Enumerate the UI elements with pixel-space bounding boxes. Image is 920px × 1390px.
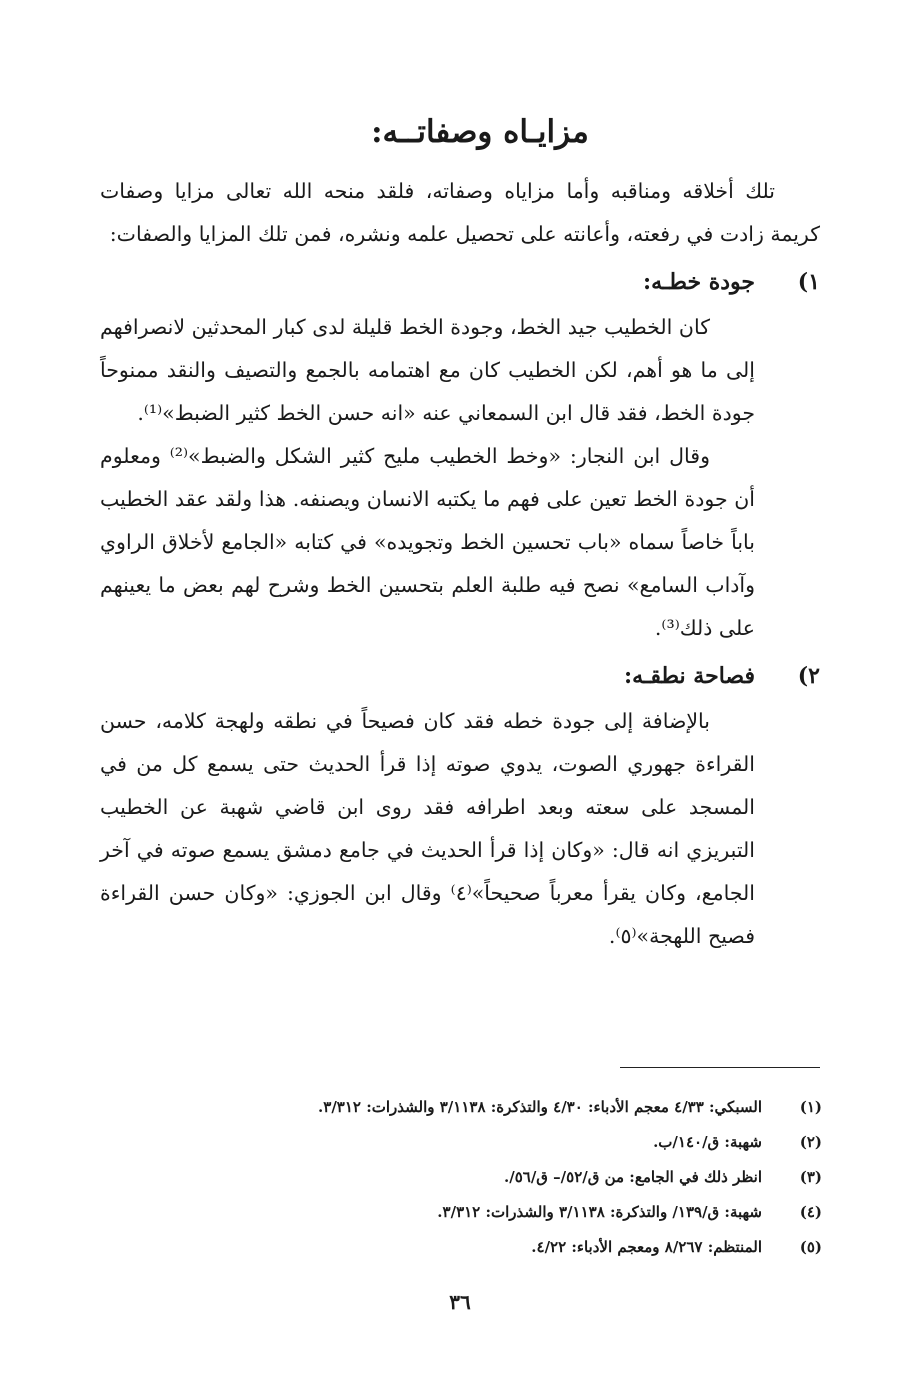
footnote-item [150, 1125, 822, 1160]
footnote-text: السبكي: ٤/٣٣ معجم الأدباء: ٤/٣٠ والتذكرة: ٣/١١٣٨ والشذرات: ٣/٣١٢. [318, 1098, 762, 1116]
footnote-text: شهبة: ق/١٤٠/ب. [653, 1133, 762, 1151]
footnote-number: (٤) [799, 1203, 822, 1221]
body-paragraph: بالإضافة إلى جودة خطه فقد كان فصيحاً في نطقه ولهجة كلامه، حسن القراءة جهوري الصوت، يدوي صوته إذا قرأ الحديث حتى يسمع كل من في المسجد على سعته وبعد اطرافه فقد روى ابن قاضي شهبة عن الخطيب التبريزي انه قال: «وكان إذا قرأ الحديث في جامع دمشق يسمع صوته في آخر الجامع، وكان يقرأ معرباً صحيحاً»⁽٤⁾ وقال ابن الجوزي: «وكان حسن القراءة فصيح اللهجة»⁽٥⁾. [100, 709, 755, 948]
footnote-text: شهبة: ق/١٣٩/ والتذكرة: ٣/١١٣٨ والشذرات: ٣/٣١٢. [437, 1203, 762, 1221]
footnote-divider [620, 1067, 820, 1068]
footnote-text: انظر ذلك في الجامع: من ق/٥٢/– ق/٥٦/. [504, 1168, 762, 1186]
footnote-number: (٢) [799, 1133, 822, 1151]
footnote-item [150, 1195, 822, 1230]
section-heading-text: فصاحة نطقـه: [623, 663, 755, 689]
page-number: ٣٦ [449, 1290, 471, 1314]
section-number: ١) [797, 269, 820, 295]
body-paragraph: كان الخطيب جيد الخط، وجودة الخط قليلة لدى كبار المحدثين لانصرافهم إلى ما هو أهم، لكن الخطيب كان مع اهتمامه بالجمع والتصيف والنقد ممنوحاً جودة الخط، فقد قال ابن السمعاني عنه «انه حسن الخط كثير الضبط»⁽¹⁾. [100, 315, 755, 425]
footnote-item [150, 1160, 822, 1195]
section-heading-2 [100, 654, 820, 698]
footnote-text: المنتظم: ٨/٢٦٧ ومعجم الأدباء: ٤/٢٢. [531, 1238, 762, 1256]
section-title: مزايـاه وصفاتــه: [371, 114, 589, 150]
section-number: ٢) [797, 663, 820, 689]
footnote-item [150, 1230, 822, 1265]
section-heading-text: جودة خطـه: [643, 269, 755, 295]
intro-paragraph: تلك أخلاقه ومناقبه وأما مزاياه وصفاته، فلقد منحه الله تعالى مزايا وصفات كريمة زادت في رفعته، وأعانته على تحصيل علمه ونشره، فمن تلك المزايا والصفات: [100, 179, 820, 246]
page-body [100, 110, 820, 958]
section-heading-1 [100, 260, 820, 304]
footnote-number: (٣) [799, 1168, 822, 1186]
footnote-item [150, 1090, 822, 1125]
footnote-number: (٥) [799, 1238, 822, 1256]
footnotes [150, 1090, 822, 1265]
body-paragraph: وقال ابن النجار: «وخط الخطيب مليح كثير الشكل والضبط»⁽²⁾ ومعلوم أن جودة الخط تعين على فهم ما يكتبه الانسان ويصنفه. هذا ولقد عقد الخطيب باباً خاصاً سماه «باب تحسين الخط وتجويده» في كتابه «الجامع لأخلاق الراوي وآداب السامع» نصح فيه طلبة العلم بتحسين الخط وشرح لهم بعض ما يعينهم على ذلك⁽³⁾. [100, 444, 755, 640]
footnote-number: (١) [799, 1098, 822, 1116]
